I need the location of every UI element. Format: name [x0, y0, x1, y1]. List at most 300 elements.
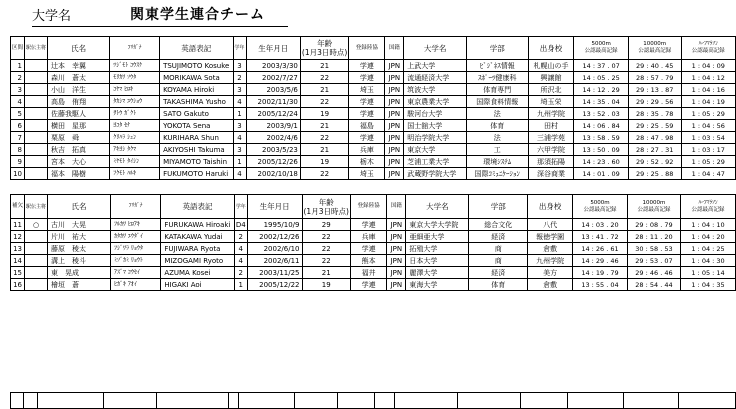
cell-5000: 14 : 19 . 79 — [573, 267, 628, 279]
cell-half: 1 : 04 : 10 — [681, 219, 736, 231]
cell-number: 8 — [11, 144, 25, 156]
cell-school: 田村 — [528, 120, 574, 132]
cell-faculty: 法 — [466, 132, 528, 144]
table-row — [11, 231, 736, 243]
col-name: 氏名 — [48, 37, 110, 60]
col-grade: 学年 — [233, 37, 246, 60]
cell-name: 横田 星那 — [48, 120, 110, 132]
cell-nation: JPN — [385, 168, 404, 180]
cell-age: 21 — [300, 84, 348, 96]
cell-nation: JPN — [385, 156, 404, 168]
col-10000-best: 公認最高記録 — [638, 48, 672, 54]
cell-10000: 28 : 27 . 31 — [628, 144, 681, 156]
cell-grade: 4 — [233, 168, 246, 180]
cell-birth: 2005/12/24 — [246, 108, 300, 120]
cell-university: 上武大学 — [404, 60, 467, 72]
table-row — [11, 156, 736, 168]
cell-english: TAKASHIMA Yusho — [160, 96, 233, 108]
cell-furigana: ｸﾘﾊﾗ ｼｭﾝ — [110, 132, 160, 144]
cell-furigana: ﾓﾘｶﾜ ｿｳﾀ — [110, 72, 160, 84]
cell-university: 東海大学 — [406, 279, 469, 291]
cell-nation: JPN — [387, 279, 406, 291]
col-10000 — [628, 37, 681, 60]
cell-region: 学連 — [350, 219, 386, 231]
cell-region: 学連 — [349, 60, 385, 72]
cell-age: 22 — [302, 243, 350, 255]
sub-col-5000-best: 公認最高記録 — [583, 206, 617, 213]
cell-school: 那須拓陽 — [528, 156, 574, 168]
cell-number: 15 — [11, 267, 25, 279]
cell-nation: JPN — [387, 243, 406, 255]
cell-5000: 14 : 26 . 61 — [573, 243, 628, 255]
table-row — [11, 267, 736, 279]
cell-english: AZUMA Kosei — [161, 267, 234, 279]
cell-half: 1 : 05 : 29 — [681, 108, 735, 120]
cell-university: 駿河台大学 — [404, 108, 467, 120]
cell-number: 2 — [11, 72, 25, 84]
cell-nation: JPN — [385, 120, 404, 132]
cell-school: 埼玉栄 — [528, 96, 574, 108]
cell-region: 学連 — [349, 108, 385, 120]
cell-name: 佐藤我駆人 — [48, 108, 110, 120]
cell-number: 13 — [11, 243, 25, 255]
cell-half: 1 : 04 : 19 — [681, 96, 735, 108]
col-5000-best: 公認最高記録 — [584, 48, 618, 54]
cell-10000: 28 : 35 . 78 — [628, 108, 681, 120]
cell-captain: ○ — [25, 219, 48, 231]
empty-row — [11, 393, 736, 409]
col-region: 登録陸協 — [349, 37, 385, 60]
cell-age: 21 — [302, 267, 350, 279]
sub-col-age-label: 年齢 — [318, 197, 334, 207]
cell-captain — [25, 243, 48, 255]
cell-5000: 14 : 12 . 29 — [574, 84, 628, 96]
cell-10000: 30 : 58 . 53 — [627, 243, 680, 255]
cell-faculty: 経済 — [469, 231, 528, 243]
runners-table — [10, 36, 736, 180]
cell-furigana: ﾀｶｼﾏ ﾕｳｼｮｳ — [110, 96, 160, 108]
cell-english: SATO Gakuto — [160, 108, 233, 120]
cell-english: HIGAKI Aoi — [161, 279, 234, 291]
cell-faculty: ｽﾎﾟｰﾂ健康科 — [466, 72, 528, 84]
empty-table-frame — [10, 392, 736, 409]
sub-col-name: 氏名 — [48, 195, 111, 219]
cell-region: 学連 — [349, 96, 385, 108]
cell-university: 明治学院大学 — [404, 132, 467, 144]
cell-english: FURUKAWA Hiroaki — [161, 219, 234, 231]
cell-age: 21 — [300, 144, 348, 156]
cell-half: 1 : 05 : 14 — [681, 267, 736, 279]
reserves-body — [11, 219, 736, 291]
table-row — [11, 255, 736, 267]
cell-captain — [25, 108, 48, 120]
cell-nation: JPN — [385, 96, 404, 108]
table-row — [11, 279, 736, 291]
cell-school: 報徳学園 — [528, 231, 573, 243]
cell-school: 六甲学院 — [528, 144, 574, 156]
cell-region: 福島 — [349, 120, 385, 132]
cell-university: 東京大学大学院 — [406, 219, 469, 231]
cell-name: 栗原 舜 — [48, 132, 110, 144]
table-row — [11, 108, 736, 120]
cell-name: 福本 陽樹 — [48, 168, 110, 180]
cell-name: 辻本 幸翼 — [48, 60, 110, 72]
cell-school: 倉敷 — [528, 279, 573, 291]
sub-col-5000 — [573, 195, 628, 219]
cell-school: 九州学院 — [528, 255, 573, 267]
col-nation: 国籍 — [385, 37, 404, 60]
cell-furigana: ﾌｸﾓﾄ ﾊﾙｷ — [110, 168, 160, 180]
cell-captain — [25, 231, 48, 243]
cell-english: MIYAMOTO Taishin — [160, 156, 233, 168]
cell-english: FUJIWARA Ryota — [161, 243, 234, 255]
cell-captain — [25, 168, 48, 180]
cell-number: 16 — [11, 279, 25, 291]
cell-10000: 29 : 29 . 56 — [628, 96, 681, 108]
col-age-note: (1月3日時点) — [301, 48, 348, 57]
cell-grade: 2 — [234, 267, 247, 279]
cell-furigana: ﾌｼﾞﾜﾗ ﾘｮｳﾀ — [110, 243, 160, 255]
cell-grade: D4 — [235, 220, 246, 229]
sub-col-10000 — [627, 195, 680, 219]
cell-number: 3 — [11, 84, 25, 96]
cell-birth: 2005/12/26 — [246, 156, 300, 168]
cell-english: KURIHARA Shun — [160, 132, 233, 144]
table-row — [11, 243, 736, 255]
cell-region: 福井 — [350, 267, 386, 279]
cell-furigana: ﾌﾙｶﾜ ﾋﾛｱｷ — [110, 219, 160, 231]
col-half-label: ﾊｰﾌﾏﾗｿﾝ — [698, 41, 718, 47]
cell-grade: 3 — [233, 60, 246, 72]
cell-half: 1 : 04 : 35 — [681, 279, 736, 291]
cell-name: 東 晃成 — [48, 267, 111, 279]
cell-5000: 14 : 03 . 20 — [573, 219, 628, 231]
cell-number: 6 — [11, 120, 25, 132]
cell-name: 宮本 大心 — [48, 156, 110, 168]
cell-5000: 14 : 06 . 84 — [574, 120, 628, 132]
cell-birth: 2002/6/10 — [247, 243, 302, 255]
sub-col-school: 出身校 — [528, 195, 573, 219]
cell-half: 1 : 03 : 17 — [681, 144, 735, 156]
cell-5000: 13 : 50 . 09 — [574, 144, 628, 156]
cell-5000: 14 : 05 . 25 — [574, 72, 628, 84]
col-english: 英語表記 — [160, 37, 233, 60]
cell-number: 4 — [11, 96, 25, 108]
cell-5000: 14 : 29 . 46 — [573, 255, 628, 267]
cell-name: 藤原 稜太 — [48, 243, 111, 255]
cell-english: MIZOGAMI Ryoto — [161, 255, 234, 267]
cell-birth: 2002/4/6 — [246, 132, 300, 144]
table-row — [11, 60, 736, 72]
col-5000 — [574, 37, 628, 60]
cell-faculty: 国際食料情報 — [466, 96, 528, 108]
col-age-label: 年齢 — [317, 39, 333, 48]
cell-half: 1 : 04 : 09 — [681, 60, 735, 72]
cell-age: 22 — [302, 255, 350, 267]
cell-region: 熊本 — [350, 255, 386, 267]
cell-name: 溝上 稜斗 — [48, 255, 111, 267]
cell-half: 1 : 04 : 25 — [681, 243, 736, 255]
sub-col-half-label: ﾊｰﾌﾏﾗｿﾝ — [698, 199, 718, 206]
cell-university: 麗澤大学 — [406, 267, 469, 279]
col-seq: 区間 — [11, 37, 25, 60]
cell-english: AKIYOSHI Takuma — [160, 144, 233, 156]
cell-birth: 2003/9/1 — [246, 120, 300, 132]
cell-name: 秋吉 拓真 — [48, 144, 110, 156]
university-label: 大学名 — [32, 9, 72, 24]
cell-region: 埼玉 — [349, 168, 385, 180]
cell-captain — [25, 96, 48, 108]
cell-nation: JPN — [387, 267, 406, 279]
cell-faculty: 体育 — [469, 279, 528, 291]
col-furigana: ﾌﾘｶﾞﾅ — [110, 37, 160, 60]
cell-school: 三浦学苑 — [528, 132, 574, 144]
cell-captain — [25, 84, 48, 96]
cell-10000: 29 : 25 . 59 — [628, 120, 681, 132]
cell-birth: 2003/3/30 — [246, 60, 300, 72]
col-university: 大学名 — [404, 37, 467, 60]
cell-half: 1 : 05 : 29 — [681, 156, 735, 168]
col-school: 出身校 — [528, 37, 574, 60]
cell-birth: 2003/5/6 — [246, 84, 300, 96]
cell-school: 八代 — [528, 219, 573, 231]
cell-university: 日本大学 — [406, 255, 469, 267]
cell-university: 流通経済大学 — [404, 72, 467, 84]
cell-age: 22 — [300, 168, 348, 180]
cell-university: 亜細亜大学 — [406, 231, 469, 243]
cell-nation: JPN — [387, 231, 406, 243]
cell-region: 埼玉 — [349, 84, 385, 96]
cell-school: 九州学院 — [528, 108, 574, 120]
cell-region: 学連 — [350, 243, 386, 255]
cell-furigana: ｻﾄｳ ｶﾞｸﾄ — [110, 108, 160, 120]
cell-5000: 13 : 52 . 03 — [574, 108, 628, 120]
cell-grade: 3 — [233, 144, 246, 156]
cell-age: 21 — [300, 120, 348, 132]
cell-number: 14 — [11, 255, 25, 267]
cell-grade: 1 — [233, 108, 246, 120]
cell-10000: 29 : 52 . 92 — [628, 156, 681, 168]
cell-furigana: ｶﾀｶﾜ ﾕｳﾀﾞｲ — [110, 231, 160, 243]
cell-age: 22 — [302, 231, 350, 243]
cell-furigana: ｱｽﾞﾏ ｺｳｾｲ — [110, 267, 160, 279]
cell-5000: 13 : 58 . 59 — [574, 132, 628, 144]
cell-captain — [25, 279, 48, 291]
cell-10000: 28 : 57 . 79 — [628, 72, 681, 84]
cell-furigana: ﾐﾔﾓﾄ ﾀｲｼﾝ — [110, 156, 160, 168]
cell-nation: JPN — [385, 84, 404, 96]
table-row — [11, 96, 736, 108]
reserves-table — [10, 194, 736, 291]
cell-university: 芝浦工業大学 — [404, 156, 467, 168]
cell-school: 所沢北 — [528, 84, 574, 96]
col-10000-label: 10000m — [643, 41, 667, 47]
cell-birth: 2002/11/30 — [246, 96, 300, 108]
cell-region: 学連 — [350, 279, 386, 291]
table-row — [11, 84, 736, 96]
cell-faculty: 体育専門 — [466, 84, 528, 96]
cell-half: 1 : 04 : 16 — [681, 84, 735, 96]
cell-age: 29 — [302, 219, 350, 231]
cell-region: 兵庫 — [349, 144, 385, 156]
cell-nation: JPN — [385, 144, 404, 156]
cell-birth: 2002/7/27 — [246, 72, 300, 84]
cell-faculty: 国際ｺﾐｭﾆｹｰｼｮﾝ — [466, 168, 528, 180]
cell-school: 興譲館 — [528, 72, 574, 84]
cell-age: 22 — [300, 96, 348, 108]
cell-name: 片川 祐大 — [48, 231, 111, 243]
sub-col-furigana: ﾌﾘｶﾞﾅ — [110, 195, 160, 219]
cell-furigana: ﾋｶﾞｷ ｱｵｲ — [110, 279, 160, 291]
table-row — [11, 219, 736, 231]
col-half — [681, 37, 735, 60]
cell-10000: 29 : 25 . 88 — [628, 168, 681, 180]
runners-body — [11, 60, 736, 180]
cell-half: 1 : 03 : 54 — [681, 132, 735, 144]
cell-english: FUKUMOTO Haruki — [160, 168, 233, 180]
col-captain: 駅伝主将 — [25, 37, 48, 60]
cell-grade: 4 — [233, 132, 246, 144]
cell-age: 22 — [300, 132, 348, 144]
cell-nation: JPN — [387, 219, 406, 231]
cell-furigana: ｺﾔﾏ ﾋﾛｷ — [110, 84, 160, 96]
cell-school: 深谷商業 — [528, 168, 574, 180]
cell-age: 19 — [302, 279, 350, 291]
col-faculty: 学部 — [466, 37, 528, 60]
col-half-best: 公認最高記録 — [691, 48, 725, 54]
sub-col-faculty: 学部 — [469, 195, 528, 219]
cell-number: 9 — [11, 156, 25, 168]
cell-english: YOKOTA Sena — [160, 120, 233, 132]
sub-col-captain: 駅伝主将 — [25, 195, 48, 219]
sub-col-half-best: 公認最高記録 — [691, 206, 725, 213]
cell-birth: 2002/10/18 — [246, 168, 300, 180]
cell-region: 栃木 — [349, 156, 385, 168]
cell-university: 拓殖大学 — [406, 243, 469, 255]
cell-captain — [25, 72, 48, 84]
cell-furigana: ﾐｿﾞｶﾐ ﾘｮｳﾄ — [110, 255, 160, 267]
cell-name: 高島 侑翔 — [48, 96, 110, 108]
cell-faculty: 体育 — [466, 120, 528, 132]
cell-school: 美方 — [528, 267, 573, 279]
cell-number: 7 — [11, 132, 25, 144]
cell-school: 倉敷 — [528, 243, 573, 255]
cell-half: 1 : 04 : 30 — [681, 255, 736, 267]
cell-half: 1 : 04 : 56 — [681, 120, 735, 132]
cell-number: 12 — [11, 231, 25, 243]
cell-english: MORIKAWA Sota — [160, 72, 233, 84]
cell-5000: 14 : 37 . 07 — [574, 60, 628, 72]
cell-grade: 4 — [234, 243, 247, 255]
cell-grade: 4 — [233, 96, 246, 108]
table-row — [11, 144, 736, 156]
cell-nation: JPN — [385, 60, 404, 72]
sub-col-region: 登録陸協 — [350, 195, 386, 219]
sub-col-birth: 生年月日 — [247, 195, 302, 219]
cell-english: KOYAMA Hiroki — [160, 84, 233, 96]
cell-grade: 4 — [234, 255, 247, 267]
cell-10000: 29 : 40 . 45 — [628, 60, 681, 72]
cell-name: 檜垣 蒼 — [48, 279, 111, 291]
cell-university: 筑波大学 — [404, 84, 467, 96]
sub-col-half — [681, 195, 736, 219]
cell-faculty: 商 — [469, 255, 528, 267]
sub-col-english: 英語表記 — [161, 195, 234, 219]
cell-captain — [25, 132, 48, 144]
cell-5000: 14 : 01 . 09 — [574, 168, 628, 180]
cell-10000: 29 : 46 . 46 — [627, 267, 680, 279]
cell-faculty: 工 — [466, 144, 528, 156]
sub-col-10000-label: 10000m — [642, 199, 666, 206]
cell-number: 1 — [11, 60, 25, 72]
cell-age: 21 — [300, 60, 348, 72]
sub-col-grade: 学年 — [234, 195, 247, 219]
cell-grade: 2 — [234, 231, 247, 243]
col-age — [300, 37, 348, 60]
cell-half: 1 : 04 : 47 — [681, 168, 735, 180]
sub-col-age-note: (1月3日時点) — [303, 206, 349, 216]
cell-10000: 29 : 08 . 79 — [627, 219, 680, 231]
cell-faculty: 総合文化 — [469, 219, 528, 231]
sub-col-seq: 補欠 — [11, 195, 25, 219]
cell-age: 19 — [300, 108, 348, 120]
cell-birth: 2002/6/11 — [247, 255, 302, 267]
table-row — [11, 168, 736, 180]
cell-nation: JPN — [385, 108, 404, 120]
cell-captain — [25, 120, 48, 132]
cell-age: 22 — [300, 72, 348, 84]
cell-nation: JPN — [385, 132, 404, 144]
cell-captain — [25, 156, 48, 168]
cell-university: 国士舘大学 — [404, 120, 467, 132]
cell-5000: 13 : 41 . 72 — [573, 231, 628, 243]
cell-captain — [25, 267, 48, 279]
cell-birth: 2002/12/26 — [247, 231, 302, 243]
cell-region: 学連 — [349, 72, 385, 84]
cell-half: 1 : 04 : 20 — [681, 231, 736, 243]
cell-birth: 2003/5/23 — [246, 144, 300, 156]
cell-university: 東京農業大学 — [404, 96, 467, 108]
cell-10000: 29 : 13 . 87 — [628, 84, 681, 96]
sub-col-university: 大学名 — [406, 195, 469, 219]
cell-name: 森川 蒼太 — [48, 72, 110, 84]
cell-10000: 28 : 54 . 44 — [627, 279, 680, 291]
cell-english: KATAKAWA Yudai — [161, 231, 234, 243]
cell-faculty: 環境ｼｽﾃﾑ — [466, 156, 528, 168]
cell-birth: 2005/12/22 — [247, 279, 302, 291]
cell-10000: 28 : 11 . 20 — [627, 231, 680, 243]
cell-nation: JPN — [387, 255, 406, 267]
cell-5000: 14 : 35 . 04 — [574, 96, 628, 108]
cell-university: 武蔵野学院大学 — [404, 168, 467, 180]
col-5000-label: 5000m — [591, 41, 611, 47]
cell-10000: 29 : 53 . 07 — [627, 255, 680, 267]
title-underline — [32, 4, 288, 27]
table-row — [11, 120, 736, 132]
cell-5000: 13 : 55 . 04 — [573, 279, 628, 291]
sub-col-nation: 国籍 — [387, 195, 406, 219]
cell-captain — [25, 60, 48, 72]
cell-half: 1 : 04 : 12 — [681, 72, 735, 84]
cell-name: 古川 大晃 — [48, 219, 111, 231]
sub-col-age — [302, 195, 350, 219]
cell-region: 兵庫 — [350, 231, 386, 243]
cell-number: 10 — [11, 168, 25, 180]
cell-birth: 2003/11/25 — [247, 267, 302, 279]
cell-grade: 1 — [233, 156, 246, 168]
cell-furigana: ｱｷﾖｼ ﾀｸﾏ — [110, 144, 160, 156]
sub-col-5000-label: 5000m — [590, 199, 610, 206]
